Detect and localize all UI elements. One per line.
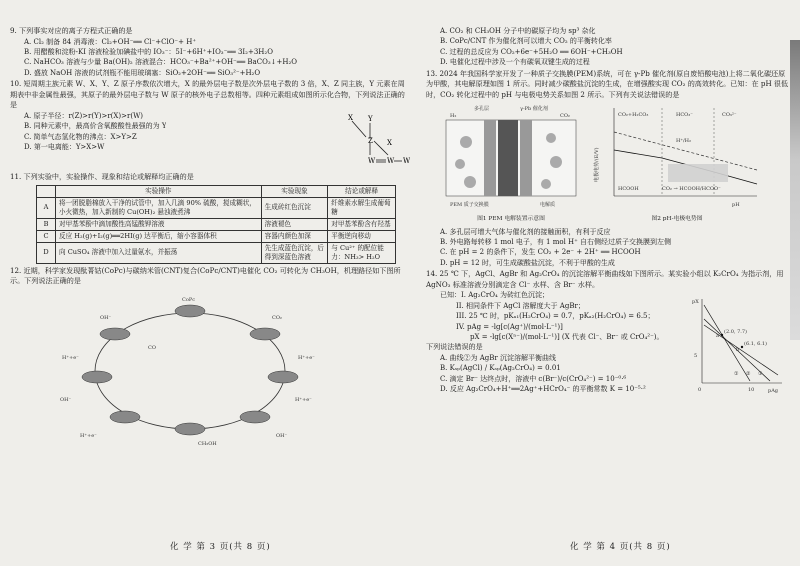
cycle-label-oh-2: OH⁻ [60, 396, 72, 403]
q14-option-d: D. 反应 Ag₂CrO₄+H⁺══2Ag⁺+HCrO₄⁻ 的平衡常数 K = 10⁻⁵·² [440, 385, 646, 394]
row-conclusion: 平衡逆向移动 [328, 230, 396, 242]
question-14-stem: 14. 25 ℃ 下，AgCl、AgBr 和 Ag₂CrO₄ 的沉淀溶解平衡曲线如下图所示。某实验小组以 K₂CrO₄ 为指示剂，用 AgNO₃ 标准溶液分别滴定含 Cl⁻ 水样、含 Br⁻ 水样。 [426, 269, 784, 289]
graph-marker-b: b [736, 346, 740, 353]
graph-origin: 0 [698, 386, 702, 393]
row-phenomenon: 生成砖红色沉淀 [261, 197, 328, 218]
fig1-label-h2: H₂ [450, 113, 457, 120]
q12-option-c: C. 过程的总反应为 CO₂+6e⁻+5H₂O ══ 6OH⁻+CH₃OH [440, 47, 623, 56]
q9-option-c: C. NaHCO₃ 溶液与少量 Ba(OH)₂ 溶液混合：HCO₃⁻+Ba²⁺+OH⁻══ BaCO₃↓+H₂O [24, 58, 298, 67]
graph-tick-5: 5 [694, 352, 698, 359]
cycle-label-h-e-4: H⁺+e⁻ [62, 354, 79, 361]
cycle-label-h-e-2: H⁺+e⁻ [295, 396, 312, 403]
q9-option-a: A. Cl₂ 制备 84 消毒液：Cl₂+OH⁻══ Cl⁻+ClO⁻+ H⁺ [24, 37, 197, 46]
fig1-label-catalyst: γ-Pb 催化剂 [520, 106, 548, 113]
q14-ask: 下列说法错误的是 [426, 342, 483, 352]
scan-edge-strip [790, 40, 800, 340]
table-header-phenomenon: 实验现象 [261, 185, 328, 197]
experiment-table [36, 185, 396, 264]
fig1-label-pem: PEM 质子交换膜 [450, 202, 489, 209]
row-phenomenon: 容器内颜色加深 [261, 230, 328, 242]
struct-atom-2: Y [368, 115, 373, 123]
fig2-label-co2-to-hcooh: CO₂ → HCOOH/HCOO⁻ [662, 186, 721, 193]
q9-option-d: D. 盛放 NaOH 溶液的试剂瓶不能用玻璃塞：SiO₂+2OH⁻══ SiO₃²⁻+H₂O [24, 68, 261, 77]
graph-curve-1: ① [734, 370, 739, 377]
row-phenomenon: 溶液褪色 [261, 218, 328, 230]
q10-option-b: B. 同种元素中，最高价含氧酸酸性最强的为 Y [24, 122, 167, 131]
row-conclusion: 与 Cu²⁺ 的配位能力：NH₃> H₂O [328, 242, 396, 263]
ph-potential-figure [592, 102, 762, 210]
graph-label-pag: pAg [768, 387, 779, 394]
graph-curve-2: ② [746, 370, 751, 377]
table-header-conclusion: 结论或解释 [328, 185, 396, 197]
question-9-stem: 9. 下列事实对应的离子方程式正确的是 [10, 26, 133, 35]
q10-option-c: C. 简单气态氢化物的沸点：X>Y>Z [24, 132, 137, 141]
graph-point-b-label: (6.1, 6.1) [744, 340, 767, 347]
q9-option-b: B. 用醋酸和淀粉-KI 溶液检验加碘盐中的 IO₃⁻：5I⁻+6H⁺+IO₃⁻══ 3I₂+3H₂O [24, 48, 273, 56]
q12-option-a: A. CO₂ 和 CH₃OH 分子中的碳原子均为 sp³ 杂化 [440, 27, 596, 35]
table-row [37, 218, 396, 230]
question-12-options [426, 26, 790, 68]
table-header-operation: 实验操作 [56, 185, 262, 197]
question-12-stem: 12. 近期，科学家发现酞菁钴(CoPc)与碳纳米管(CNT)复合(CoPc/CNT)电催化 CO₂ 可转化为 CH₃OH，机理路径如下图所示。下列说法正确的是 [10, 265, 401, 286]
q10-option-d: D. 第一电离能：Y>X>W [24, 143, 105, 152]
question-11-stem: 11. 下列实验中，实验操作、现象和结论或解释均正确的是 [10, 172, 194, 181]
cycle-label-co: CO [148, 344, 156, 351]
row-phenomenon: 先生成蓝色沉淀，后得到深蓝色溶液 [261, 242, 328, 263]
question-10-stem: 10. 短周期主族元素 W、X、Y、Z 原子序数依次增大，X 的最外层电子数是次外层电子数的 3 倍，X、Z 同主族，Y 元素在周期表中非金属性最强，其原子的最外层电子数与 W 原子的核外电子总数相等。四种元素组成如图所示化合物，下列说法正确的是 [10, 79, 405, 110]
table-header-blank [37, 185, 56, 197]
figure-1-caption: 图1 PEM 电解装置示意图 [477, 216, 545, 222]
struct-atom-4: X [387, 139, 392, 147]
row-operation: 向 CuSO₄ 溶液中加入过量氨水，并振荡 [56, 242, 262, 263]
solubility-curve-graph [690, 295, 786, 395]
question-12 [10, 266, 410, 453]
q12-option-d: D. 电催化过程中涉及一个有碳氧双键生成的过程 [440, 58, 590, 67]
q14-option-b: B. Kₛₚ(AgCl) / Kₛₚ(Ag₂CrO₄) = 0.01 [440, 364, 561, 373]
cycle-label-co2: CO₂ [272, 314, 282, 321]
question-11 [10, 172, 410, 264]
q14-option-a: A. 曲线②为 AgBr 沉淀溶解平衡曲线 [440, 354, 556, 363]
q13-option-a: A. 多孔层可增大气体与催化剂的接触面积，有利于反应 [440, 227, 611, 236]
right-page [420, 0, 800, 566]
table-row [37, 242, 396, 263]
q13-option-b: B. 外电路每转移 1 mol 电子，有 1 mol H⁺ 自右侧经过质子交换膜到左侧 [440, 238, 672, 246]
row-operation: 将一团脱脂棉放入干净的试管中，加入几滴 90% 硫酸，搅成糊状，小火微热，加入新制的 Cu(OH)₂ 悬浊液煮沸 [56, 197, 262, 218]
q14-known-2: II. 相同条件下 AgCl 溶解度大于 AgBr； [456, 301, 585, 310]
struct-atom-1: X [348, 114, 353, 122]
figure-2-caption: 图2 pH-电极电势图 [651, 216, 703, 222]
struct-atom-3: Z [368, 137, 373, 145]
q14-known-4: IV. pAg = -lg[c(Ag⁺)/(mol·L⁻¹)] [456, 322, 563, 331]
q14-known-3: III. 25 ℃ 时，pKₐ₁(H₂CrO₄) = 0.7，pKₐ₂(H₂CrO₄) = 6.5； [456, 312, 655, 321]
cycle-label-h-e-3: H⁺+e⁻ [80, 432, 97, 439]
graph-point-a-label: (2.0, 7.7) [724, 328, 747, 335]
graph-marker-a: a [716, 332, 719, 339]
q10-option-a: A. 原子半径：r(Z)>r(Y)>r(X)>r(W) [24, 112, 143, 120]
table-row [37, 197, 396, 218]
cycle-label-ch3oh: CH₃OH [198, 440, 217, 447]
row-label: B [37, 218, 56, 230]
compound-structure-diagram [330, 111, 410, 171]
q13-option-d: D. pH = 12 时，可生成碳酸盐沉淀，不利于甲酸的生成 [440, 258, 615, 267]
q12-option-b: B. CoPc/CNT 作为催化剂可以增大 CO₂ 的平衡转化率 [440, 37, 612, 46]
fig2-label-co3: CO₃²⁻ [722, 112, 737, 119]
question-10 [10, 79, 410, 171]
cycle-label-oh-3: OH⁻ [100, 314, 112, 321]
fig1-label-electrolyte: 电解质 [540, 202, 556, 209]
q13-option-c: C. 在 pH = 2 的条件下，发生 CO₂ + 2e⁻ + 2H⁺ ══ HCOOH [440, 248, 641, 257]
struct-atom-7: W [403, 157, 410, 165]
row-conclusion: 纤维素水解生成葡萄糖 [328, 197, 396, 218]
q14-known-1: 已知：I. Ag₂CrO₄ 为砖红色沉淀； [440, 291, 550, 300]
row-label: C [37, 230, 56, 242]
fig2-label-ph: pH [732, 202, 740, 209]
cycle-label-oh-1: OH⁻ [276, 432, 288, 439]
table-header-row [37, 185, 396, 197]
fig2-label-hco3: HCO₃⁻ [676, 112, 693, 119]
cycle-label-copc: CoPc [182, 296, 196, 303]
fig1-label-porous-layer: 多孔层 [474, 106, 490, 113]
fig2-label-potential: 电极电势/(E/V) [594, 147, 600, 183]
catalytic-cycle-diagram [40, 289, 340, 449]
cycle-label-h-e-1: H⁺+e⁻ [298, 354, 315, 361]
fig2-label-co2-h2co3: CO₂+H₂CO₃ [618, 112, 649, 119]
table-row [37, 230, 396, 242]
struct-atom-6: W [387, 157, 395, 165]
struct-atom-5: W [368, 157, 376, 165]
pem-electrolysis-figure [436, 102, 586, 210]
row-label: D [37, 242, 56, 263]
row-label: A [37, 197, 56, 218]
q14-option-c: C. 滴定 Br⁻ 达终点时，溶液中 c(Br⁻)/c(CrO₄²⁻) = 10⁻⁰·⁶ [440, 374, 627, 383]
graph-label-px: pX [692, 298, 699, 305]
q14-known-5: pX = -lg[c(Xⁿ⁻)/(mol·L⁻¹)] (X 代表 Cl⁻、Br⁻ 或 CrO₄²⁻)。 [470, 333, 664, 342]
question-9 [10, 26, 410, 78]
question-13-stem: 13. 2024 年我国科学家开发了一种质子交换膜(PEM)系统，可在 γ-Pb 催化剂(原自废铅酸电池)上将二氧化碳还原为甲酸，其电解原理如图 1 所示。同时减少碳酸盐沉淀的生成，在增强酸实现 CO₂ 的高效转化。已知：在 pH 很低时，CO₂ 转化过程中的 pH 与电极电势关系如图 2 所示。下列有关说法错误的是 [426, 68, 789, 99]
question-13 [426, 69, 790, 269]
row-operation: 反应 H₂(g)+I₂(g)══2HI(g) 达平衡后，缩小容器体积 [56, 230, 262, 242]
question-14 [426, 269, 790, 394]
row-operation: 对甲基苯酚中滴加酸性高锰酸钾溶液 [56, 218, 262, 230]
page-footer-right: 化 学 第 4 页(共 8 页) [570, 542, 671, 552]
fig2-label-h-h2: H⁺/H₂ [676, 138, 692, 145]
fig1-label-co2: CO₂ [560, 113, 570, 120]
graph-tick-10: 10 [748, 386, 755, 393]
page-footer-left: 化 学 第 3 页(共 8 页) [170, 542, 271, 552]
row-conclusion: 对甲基苯酚含有羟基 [328, 218, 396, 230]
graph-curve-3: ③ [758, 370, 763, 377]
fig2-label-hcooh: HCOOH [618, 186, 639, 193]
